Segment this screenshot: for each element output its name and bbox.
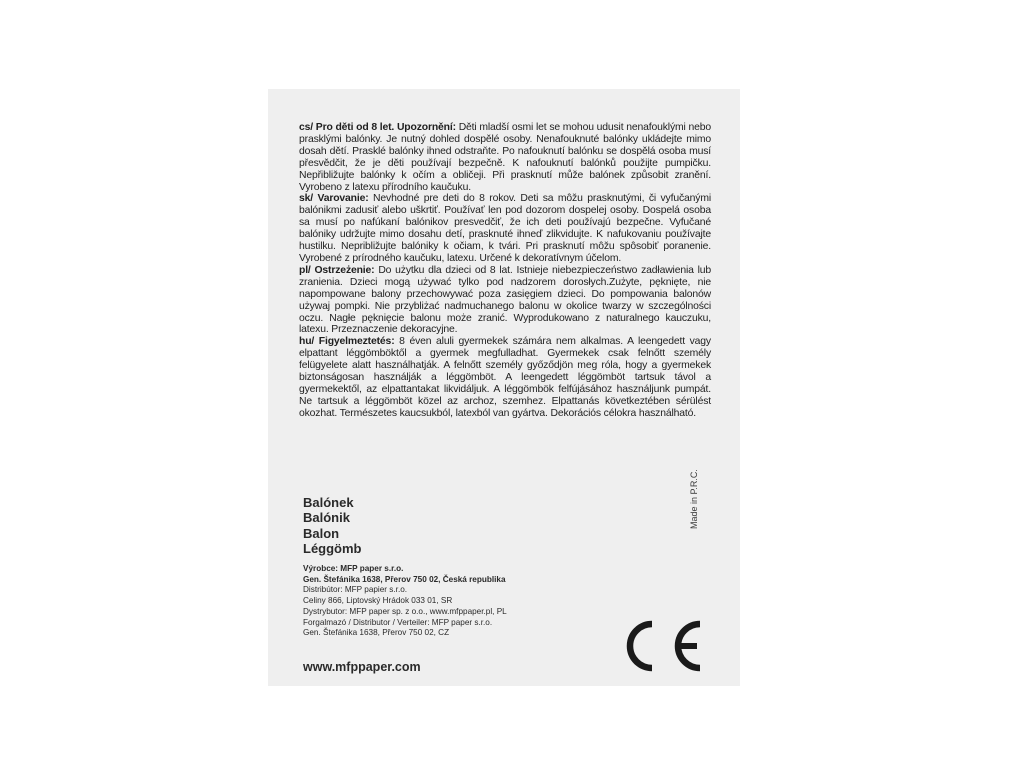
warning-hu-heading: hu/ Figyelmeztetés:: [299, 336, 395, 348]
warning-sk-heading: sk/ Varovanie:: [299, 193, 369, 205]
website-link[interactable]: www.mfppaper.com: [303, 660, 421, 674]
manufacturer-address: Gen. Štefánika 1638, Přerov 750 02, Česká republika: [303, 574, 506, 584]
warning-pl-heading: pl/ Ostrzeżenie:: [299, 264, 375, 276]
made-in-label: Made in P.R.C.: [689, 469, 699, 529]
warning-pl-text: Do użytku dla dzieci od 8 lat. Istnieje niebezpieczeństwo zadławienia lub zranienia. Dzieci mogą używać tylko pod nadzorem dorosłych.Zużyte, pęknięte, nie napompowane balony przechowywać poza zasięgiem dzieci. Do pompowania balonów używaj pompki. Nie przybliżać nadmuchanego balonu w okolice twarzy w szczególności oczu. Nagłe pęknięcie balonu może zranić. Wyprodukowano z naturalnego kauczuku, latexu. Przeznaczenie dekoracyjne.: [299, 264, 711, 336]
manufacturer-name: Výrobce: MFP paper s.r.o.: [303, 564, 404, 573]
distributor-sk-address: Celiny 866, Liptovský Hrádok 033 01, SR: [303, 596, 453, 606]
company-info: [303, 564, 507, 639]
warnings-section: [299, 122, 711, 420]
distributor-sk-name: Distribútor: MFP papier s.r.o.: [303, 585, 408, 595]
warning-cs-heading: cs/ Pro děti od 8 let. Upozornění:: [299, 122, 456, 133]
product-name-hu: Léggömb: [303, 540, 362, 556]
ce-mark-icon: [626, 617, 706, 675]
warning-sk-text: Nevhodné pre deti do 8 rokov. Deti sa môžu prasknutými, či vyfučanými balónikmi zadusiť alebo uškrtiť. Používať len pod dozorom dospelej osoby. Dospelá osoba sa musí po nafúkaní balónikov presvedčiť, že ich deti používajú bezpečne. Vyfučané balóniky udržujte mimo dosahu detí, prasknuté ihneď zlikvidujte. K nafukovaniu používajte hustilku. Nepribližujte balóniky k očiam, k tvári. Pri prasknutí môžu spôsobiť poranenie. Vyrobené z prírodného kaučuku, latexu. Určené k dekoratívnym účelom.: [299, 193, 711, 264]
product-names: [303, 495, 362, 556]
warning-pl: [299, 265, 711, 336]
warning-hu-text: 8 éven aluli gyermekek számára nem alkalmas. A leengedett vagy elpattant léggömböktől a gyermek megfulladhat. Gyermekek csak felnőtt személy felügyelete alatt használhatják. A felnőtt személy győződjön meg róla, hogy a gyermekek biztonságosan használják a léggömböt. A leengedett léggömböt tartsuk távol a gyermekektől, az elpattantakat likvidáljuk. A léggömbök felfújásához használjunk pumpát. Ne tartsuk a léggömböt közel az archoz, szemhez. Elpattanás következtében sérülést okozhat. Természetes kaucsukból, latexból van gyártva. Dekorációs célokra használható.: [299, 336, 711, 419]
distributor-hu-address: Gen. Štefánika 1638, Přerov 750 02, CZ: [303, 628, 450, 638]
warning-cs-text: Děti mladší osmi let se mohou udusit nenafouklými nebo prasklými balónky. Je nutný dohled dospělé osoby. Nenafouknuté balónky ukládejte mimo dosah dětí. Prasklé balónky ihned odstraňte. Po nafouknutí balónku se dospělá osoba musí přesvědčit, že je děti používají bezpečně. K nafouknutí balónků použijte pumpičku. Nepřibližujte balónky k očím a obličeji. Při prasknutí může balónek způsobit zranění. Vyrobeno z latexu přírodního kaučuku.: [299, 122, 711, 193]
distributor-hu-name: Forgalmazó / Distributor / Verteiler: MFP paper s.r.o.: [303, 617, 493, 627]
product-name-pl: Balon: [303, 525, 340, 541]
product-label-card: [268, 89, 740, 686]
warning-cs: [299, 122, 711, 193]
product-name-sk: Balónik: [303, 510, 350, 526]
product-name-cs: Balónek: [303, 495, 354, 510]
warning-hu: [299, 336, 711, 419]
warning-sk: [299, 193, 711, 264]
distributor-pl: Dystrybutor: MFP paper sp. z o.o., www.mfppaper.pl, PL: [303, 606, 507, 616]
